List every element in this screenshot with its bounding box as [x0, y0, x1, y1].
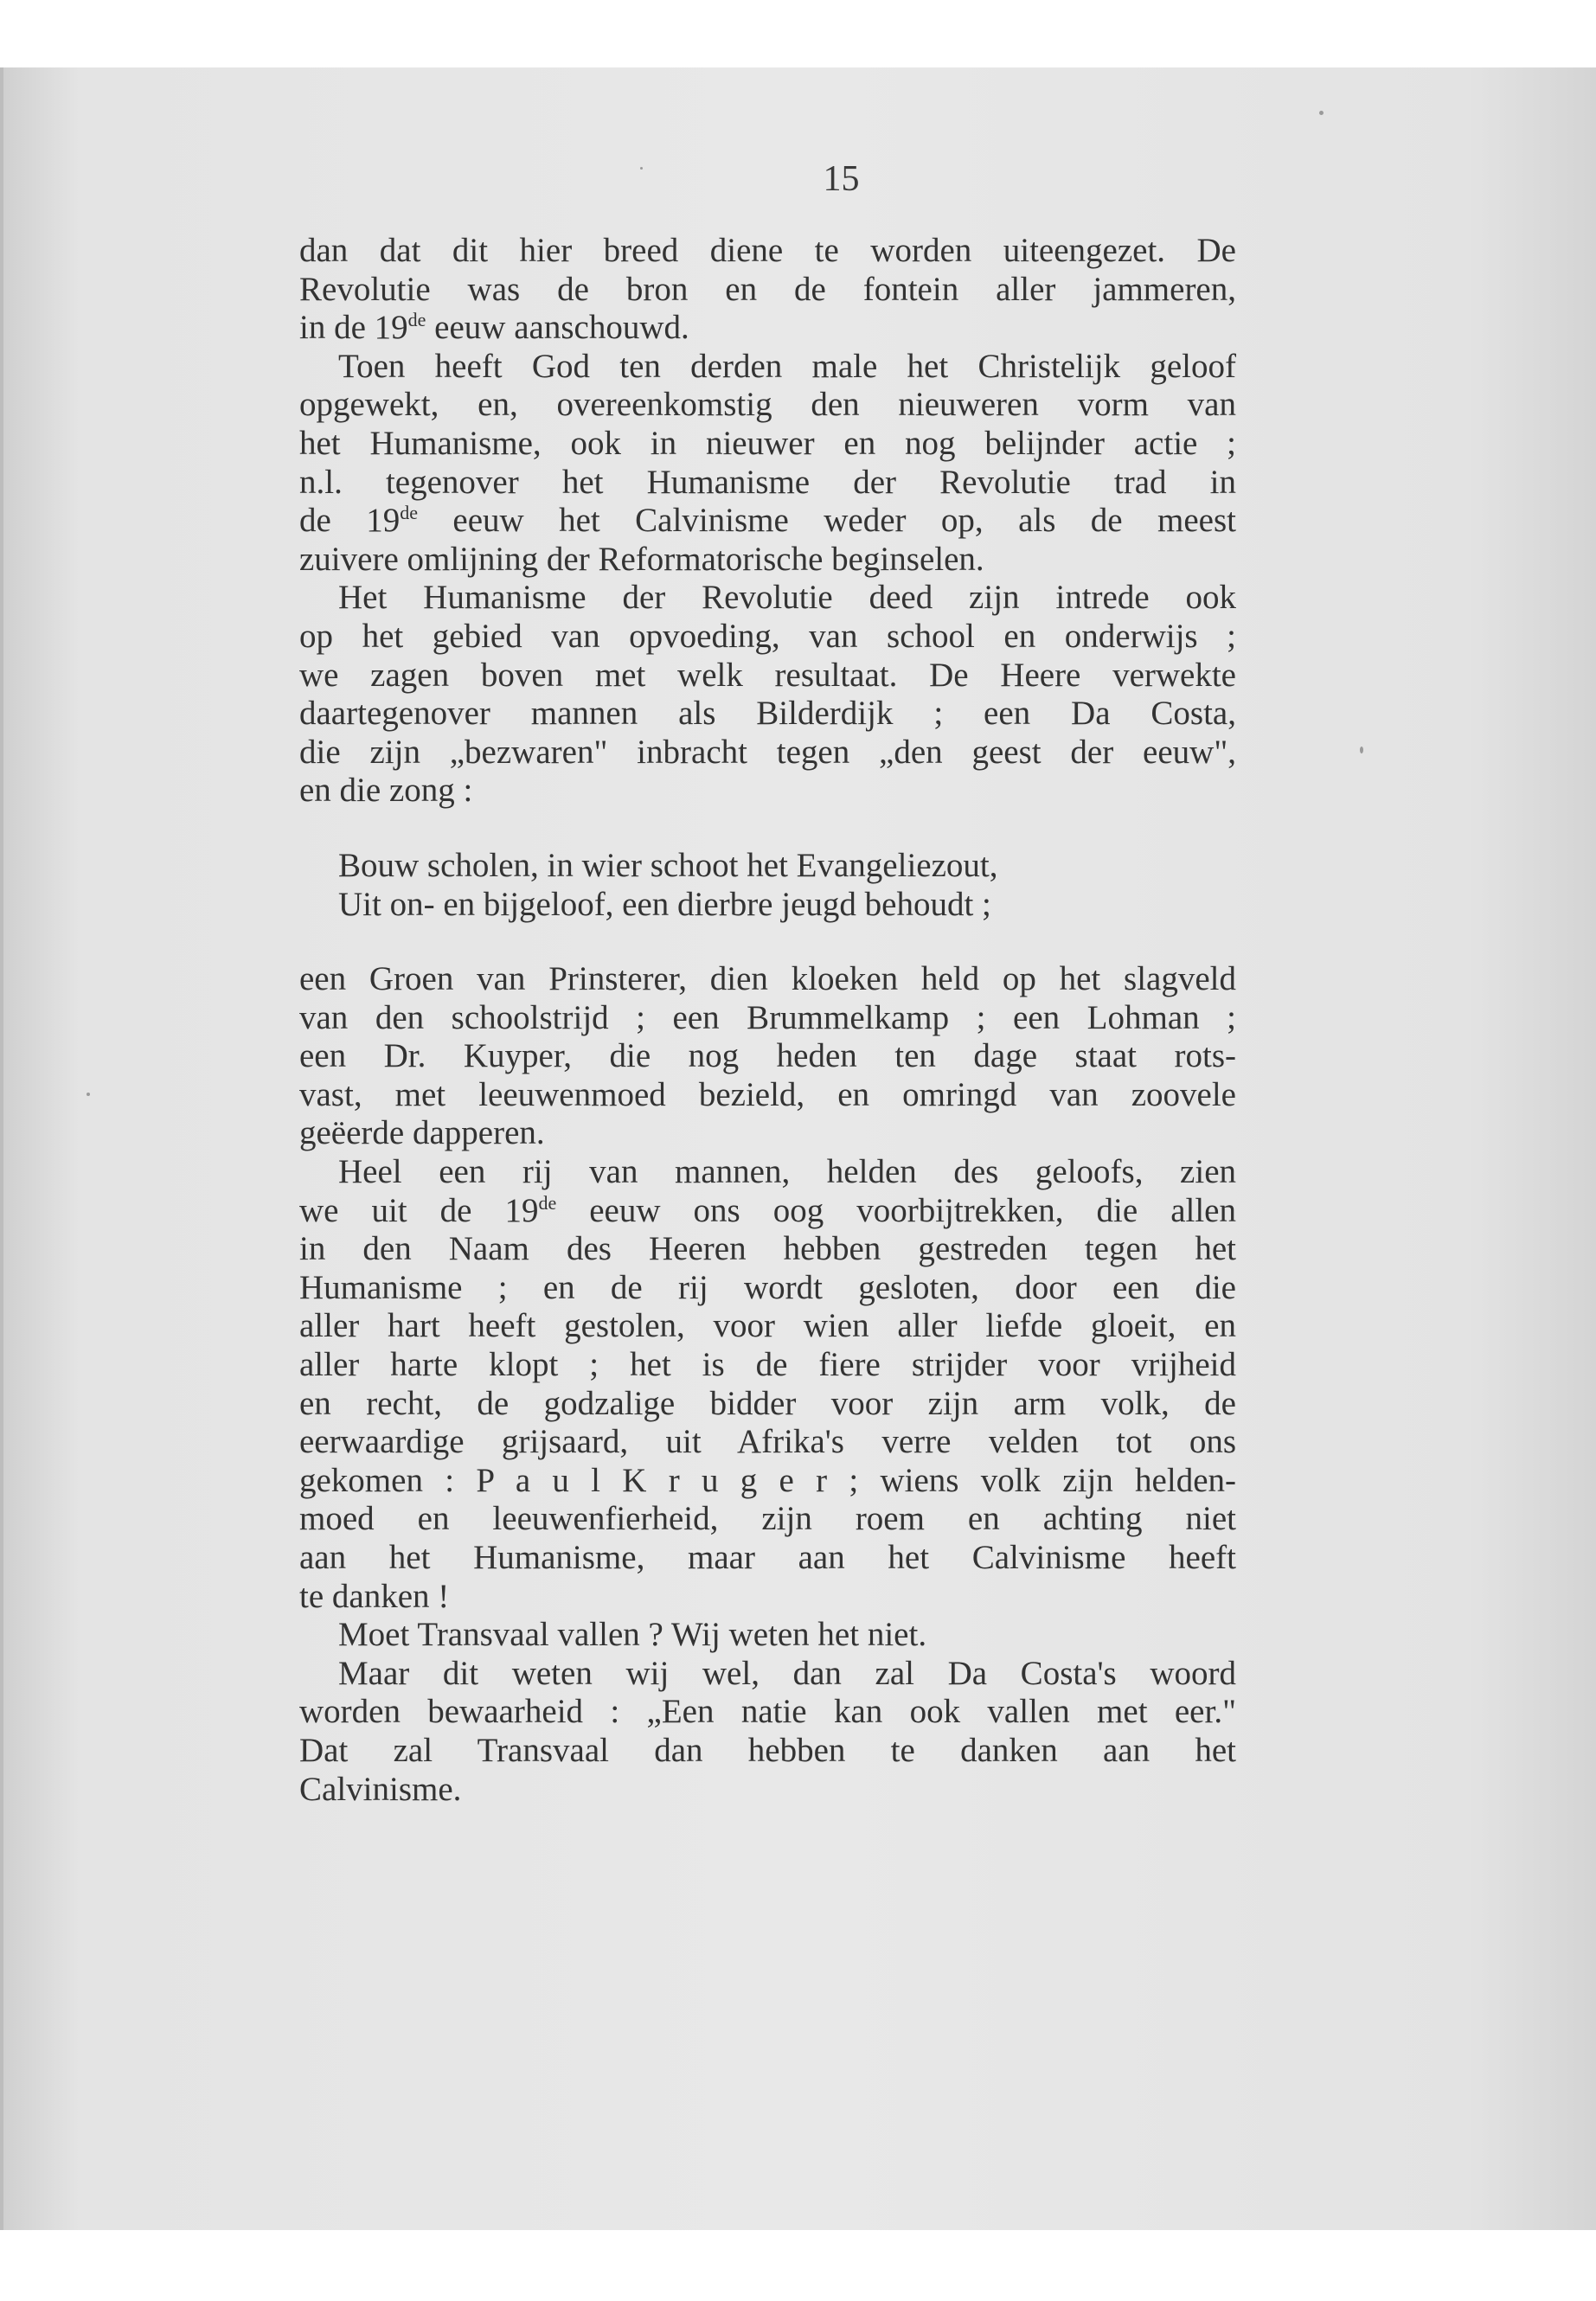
- dust-speck: [87, 1093, 90, 1096]
- spacer: [299, 924, 1236, 960]
- text-line: [299, 309, 1236, 348]
- text-line: Moet Transvaal vallen ? Wij weten het niet.: [338, 1616, 927, 1654]
- text-line: Humanisme ; en de rij wordt gesloten, door een die: [299, 1268, 1236, 1306]
- text-line: en die zong :: [299, 772, 473, 810]
- text-line: n.l. tegenover het Humanisme der Revolutie trad in: [299, 463, 1236, 501]
- text-line-content: we uit de 19de eeuw ons oog voorbijtrekken, die allen: [299, 1191, 1236, 1229]
- text-line: eerwaardige grijsaard, uit Afrika's verre velden tot ons: [299, 1423, 1236, 1461]
- text-line-content: de 19de eeuw het Calvinisme weder op, als de meest: [299, 502, 1236, 540]
- text-line: aller hart heeft gestolen, voor wien aller liefde gloeit, en: [299, 1307, 1236, 1345]
- text-line: die zijn „bezwaren" inbracht tegen „den geest der eeuw",: [299, 733, 1236, 771]
- poem-line: Uit on- en bijgeloof, een dierbre jeugd behoudt ;: [338, 885, 991, 923]
- text-line: Maar dit weten wij wel, dan zal Da Costa's woord: [338, 1654, 1236, 1692]
- text-line: dan dat dit hier breed diene te worden uiteengezet. De: [299, 232, 1236, 269]
- dust-speck: [1319, 111, 1324, 115]
- text-line: we zagen boven met welk resultaat. De Heere verwekte: [299, 656, 1236, 694]
- text-line: daartegenover mannen als Bilderdijk ; een Da Costa,: [299, 695, 1236, 733]
- text-line: in den Naam des Heeren hebben gestreden tegen het: [299, 1230, 1236, 1268]
- text-line: op het gebied van opvoeding, van school en onderwijs ;: [299, 617, 1236, 655]
- poem-line: Bouw scholen, in wier schoot het Evangeliezout,: [338, 846, 998, 884]
- text-line: [299, 502, 1236, 541]
- text-line: een Dr. Kuyper, die nog heden ten dage staat rots-: [299, 1037, 1236, 1075]
- text-line: aller harte klopt ; het is de fiere strijder voor vrijheid: [299, 1346, 1236, 1384]
- text-line: vast, met leeuwenmoed bezield, en omringd van zoovele: [299, 1075, 1236, 1113]
- text-line: het Humanisme, ook in nieuwer en nog belijnder actie ;: [299, 424, 1236, 462]
- text-line: Revolutie was de bron en de fontein aller jammeren,: [299, 270, 1236, 308]
- text-line: te danken !: [299, 1577, 450, 1615]
- text-line: aan het Humanisme, maar aan het Calvinisme heeft: [299, 1539, 1236, 1576]
- text-line: zuivere omlijning der Reformatorische beginselen.: [299, 540, 984, 578]
- text-line: opgewekt, en, overeenkomstig den nieuweren vorm van: [299, 386, 1236, 424]
- text-line: Dat zal Transvaal dan hebben te danken aan het: [299, 1731, 1236, 1769]
- text-line: Het Humanisme der Revolutie deed zijn intrede ook: [338, 579, 1236, 617]
- text-line: geëerde dapperen.: [299, 1114, 545, 1152]
- text-line: gekomen : P a u l K r u g e r ; wiens volk zijn helden-: [299, 1461, 1236, 1499]
- text-line: Heel een rij van mannen, helden des geloofs, zien: [338, 1153, 1236, 1191]
- dust-speck: [1360, 747, 1363, 753]
- text-line: worden bewaarheid : „Een natie kan ook vallen met eer.": [299, 1693, 1236, 1731]
- text-line: een Groen van Prinsterer, dien kloeken held op het slagveld: [299, 960, 1236, 998]
- text-line: van den schoolstrijd ; een Brummelkamp ; een Lohman ;: [299, 998, 1236, 1036]
- body-text: [299, 232, 1236, 1809]
- text-line: moed en leeuwenfierheid, zijn roem en achting niet: [299, 1500, 1236, 1538]
- page-edge-shadow: [0, 67, 3, 2230]
- text-line-content: in de 19de eeuw aanschouwd.: [299, 309, 689, 347]
- text-line: Toen heeft God ten derden male het Christelijk geloof: [338, 347, 1236, 385]
- text-line: [299, 1192, 1236, 1231]
- page-number: 15: [823, 159, 860, 199]
- text-line: Calvinisme.: [299, 1770, 462, 1808]
- spacer: [299, 811, 1236, 847]
- text-line: en recht, de godzalige bidder voor zijn arm volk, de: [299, 1384, 1236, 1422]
